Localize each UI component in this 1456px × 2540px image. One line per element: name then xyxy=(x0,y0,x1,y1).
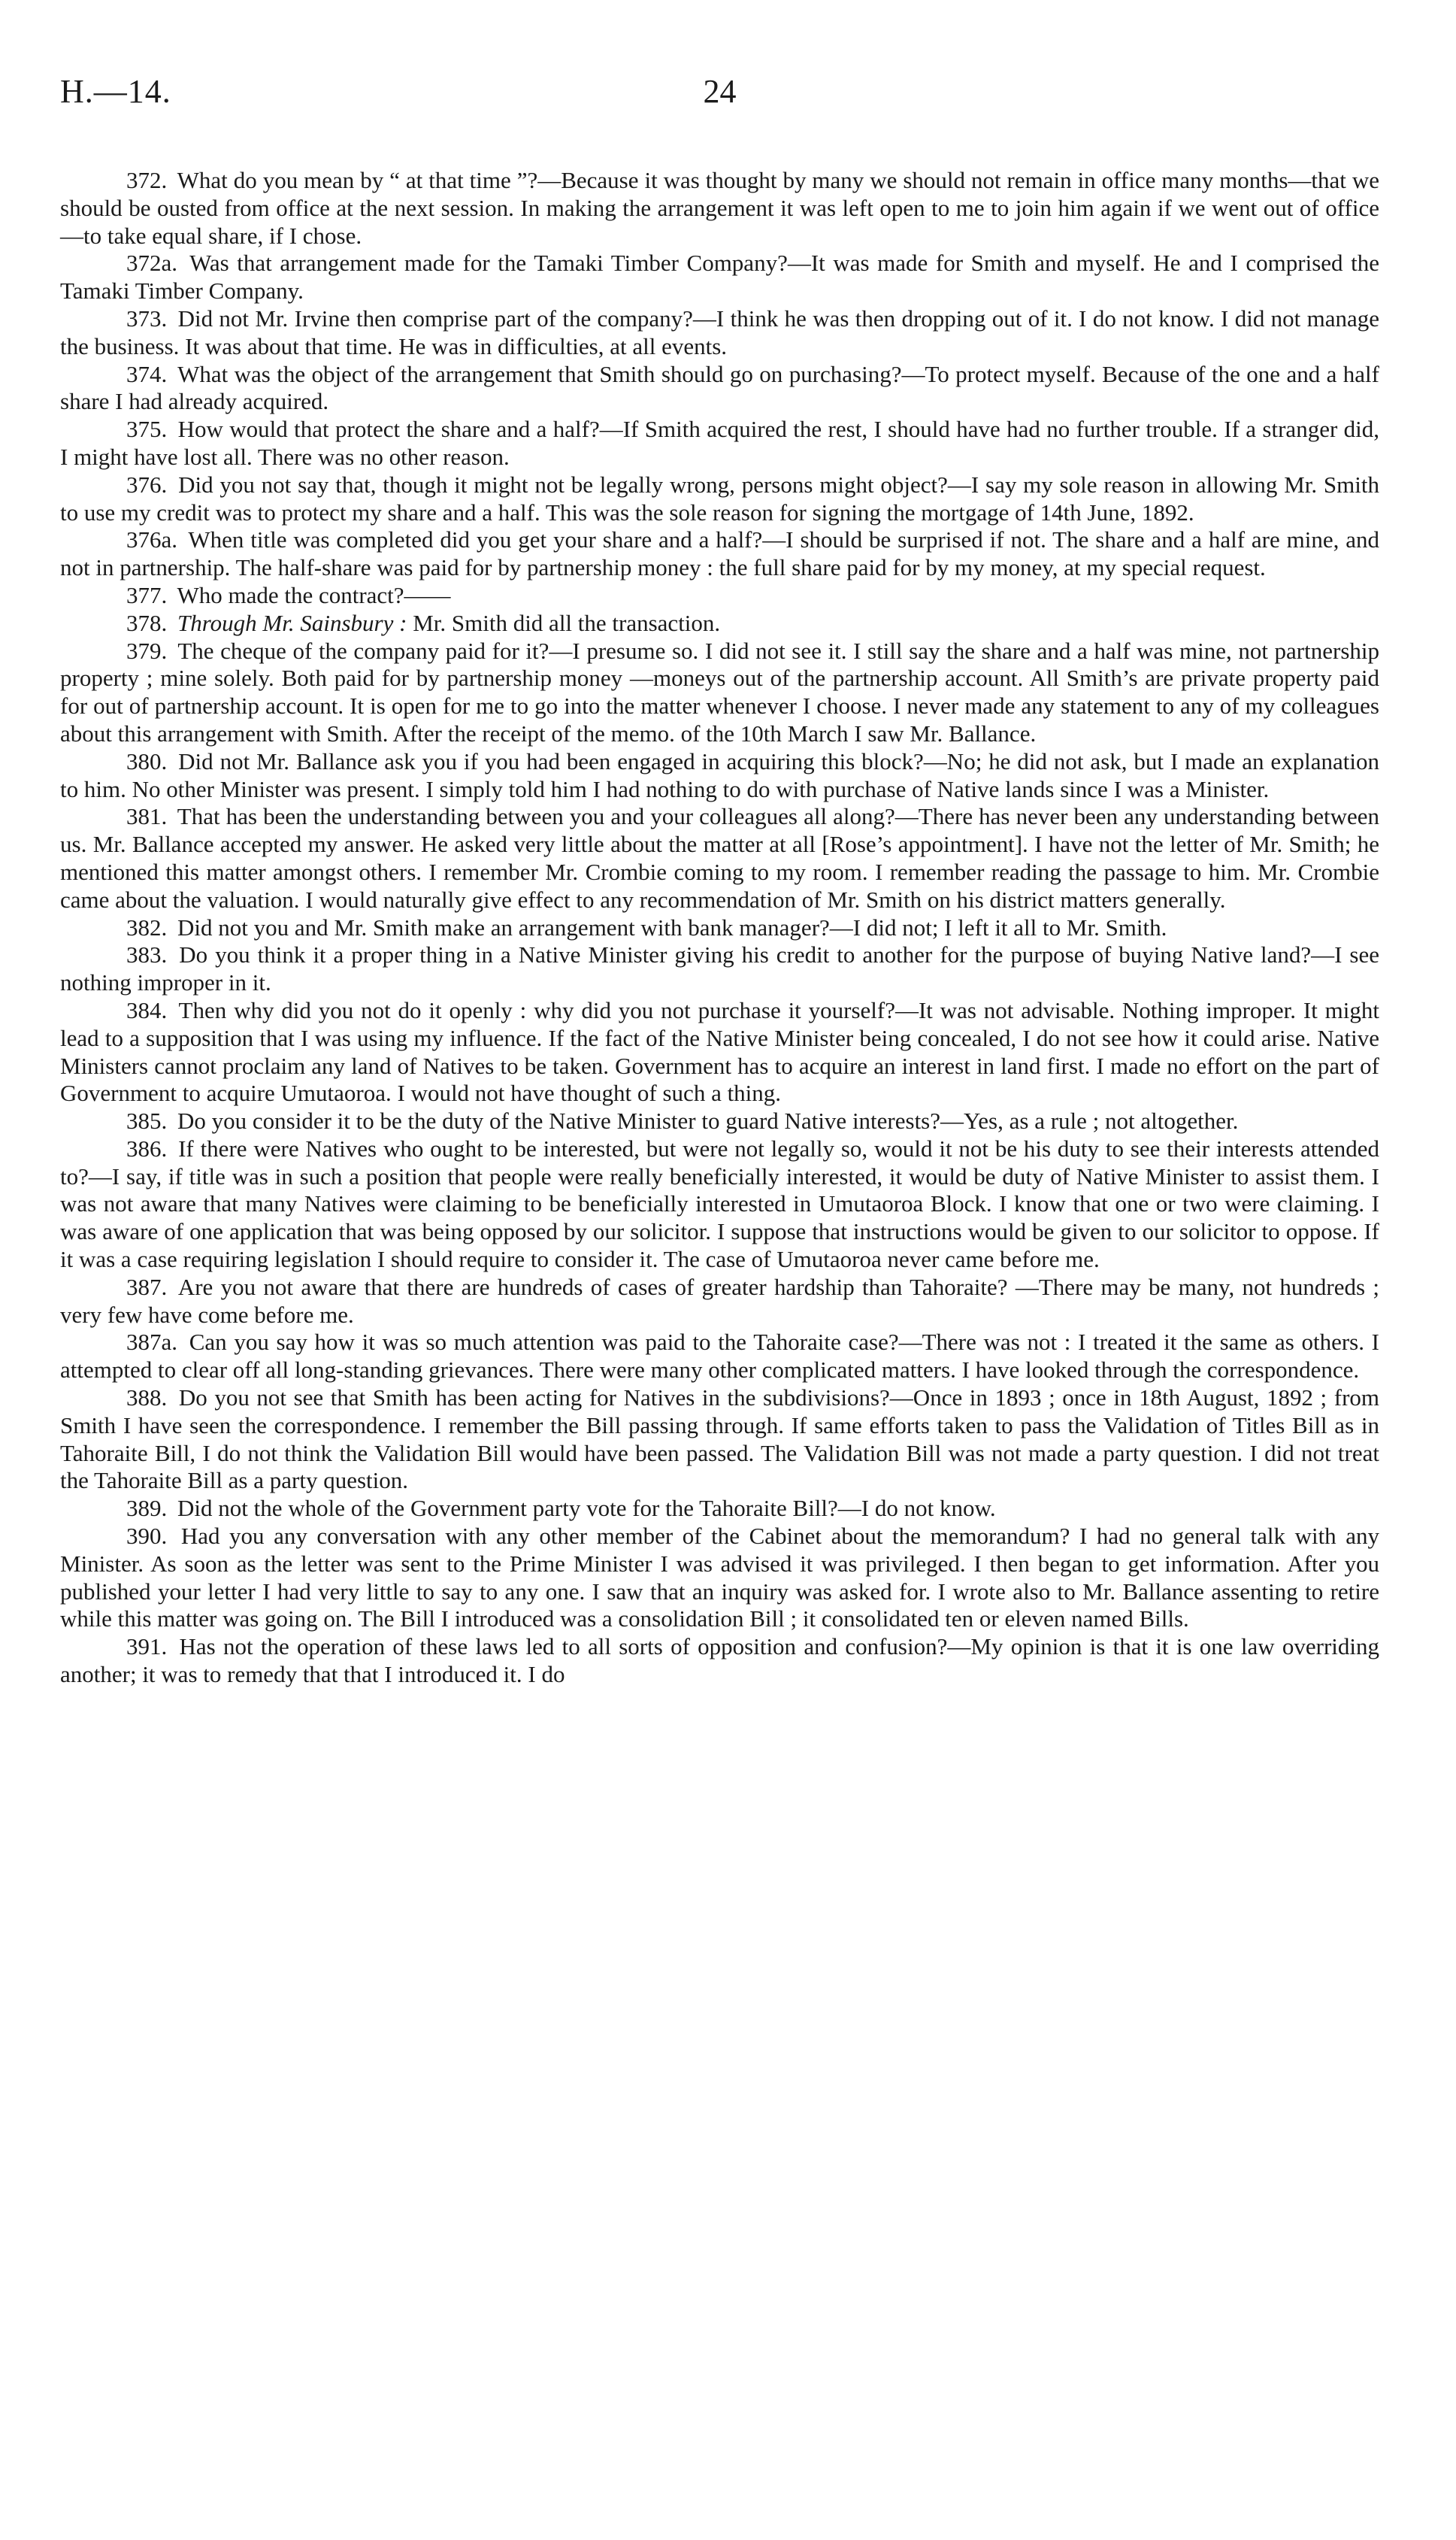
question-paragraph xyxy=(60,914,1379,942)
paragraph-text: Are you not aware that there are hundreds of cases of greater hardship than Tahoraite? —There may be many, not hundreds ; very few have come before me. xyxy=(60,1273,1379,1328)
paragraph-text: Did not Mr. Ballance ask you if you had been engaged in acquiring this block?—No; he did not ask, but I made an explanation to him. No other Minister was present. I simply told him I had nothing to do with purchase of Native lands since I was a Minister. xyxy=(60,747,1380,802)
question-number: 379. xyxy=(126,637,168,664)
question-paragraph xyxy=(60,471,1379,527)
paragraph-text: Had you any conversation with any other member of the Cabinet about the memorandum? I had no general talk with any Minister. As soon as the letter was sent to the Prime Minister I was advised it was privileged. I then began to get information. After you published your letter I had very little to say to any one. I saw that an inquiry was asked for. I wrote also to Mr. Ballance assenting to retire while this matter was going on. The Bill I introduced was a consolidation Bill ; it consolidated ten or eleven named Bills. xyxy=(60,1523,1380,1632)
paragraph-text: Do you not see that Smith has been acting for Natives in the subdivisions?—Once in 1893 ; once in 18th August, 1892 ; from Smith I have seen the correspondence. I remember the Bill passing through. If same efforts taken to pass the Validation of Titles Bill as in Tahoraite Bill, I do not think the Validation Bill would have been passed. The Validation Bill was not made a party question. I did not treat the Tahoraite Bill as a party question. xyxy=(60,1384,1380,1494)
paragraph-text: Did not the whole of the Government party vote for the Tahoraite Bill?—I do not know. xyxy=(177,1495,996,1522)
question-paragraph xyxy=(60,250,1379,305)
question-paragraph xyxy=(60,361,1379,417)
question-paragraph xyxy=(60,997,1379,1108)
question-paragraph xyxy=(60,1633,1379,1689)
paragraph-text: What do you mean by “ at that time ”?—Because it was thought by many we should not remain in office many months—that we should be ousted from office at the next session. In making the arrangement it was left open to me to join him again if we went out of office—to take equal share, if I chose. xyxy=(60,167,1379,249)
paragraph-text: When title was completed did you get your share and a half?—I should be surprised if not. The share and a half are mine, and not in partnership. The half-share was paid for by partnership money : the full share paid for by my money, at my special request. xyxy=(60,526,1379,581)
italic-attribution: Through Mr. Sainsbury : xyxy=(177,609,407,636)
question-paragraph xyxy=(60,305,1379,361)
question-number: 373. xyxy=(126,305,168,332)
question-number: 382. xyxy=(126,914,168,941)
paragraph-text: Did you not say that, though it might not be legally wrong, persons might object?—I say my sole reason in allowing Mr. Smith to use my credit was to protect my share and a half. This was the sole reason for signing the mortgage of 14th June, 1892. xyxy=(60,471,1380,526)
question-number: 387a. xyxy=(126,1329,178,1356)
question-number: 375. xyxy=(126,416,168,443)
question-paragraph xyxy=(60,1108,1379,1135)
paragraph-text: Was that arrangement made for the Tamaki Timber Company?—It was made for Smith and myself. He and I comprised the Tamaki Timber Company. xyxy=(60,250,1379,305)
paragraph-text: Has not the operation of these laws led to all sorts of opposition and confusion?—My opinion is that it is one law overriding another; it was to remedy that that I introduced it. I do xyxy=(60,1633,1379,1688)
question-paragraph xyxy=(60,416,1379,471)
paragraph-text: Can you say how it was so much attention was paid to the Tahoraite case?—There was not : I treated it the same as others. I attempted to clear off all long-standing grievances. There were many other complicated matters. I have looked through the correspondence. xyxy=(60,1329,1380,1384)
page-number: 24 xyxy=(703,73,737,110)
question-number: 383. xyxy=(126,941,168,968)
paragraph-text: Did not Mr. Irvine then comprise part of the company?—I think he was then dropping out of it. I do not know. I did not manage the business. It was about that time. He was in difficulties, at all events. xyxy=(60,305,1379,359)
paragraph-text: Do you think it a proper thing in a Native Minister giving his credit to another for the purpose of buying Native land?—I see nothing improper in it. xyxy=(60,941,1380,996)
question-paragraph xyxy=(60,748,1379,804)
document-page xyxy=(60,72,1379,1689)
question-number: 391. xyxy=(126,1633,168,1660)
testimony-body xyxy=(60,167,1379,1689)
question-paragraph xyxy=(60,167,1379,250)
question-paragraph xyxy=(60,1384,1379,1495)
question-number: 381. xyxy=(126,803,168,830)
question-number: 385. xyxy=(126,1108,168,1135)
question-paragraph xyxy=(60,1329,1379,1384)
question-paragraph xyxy=(60,941,1379,997)
paragraph-text: The cheque of the company paid for it?—I presume so. I did not see it. I still say the share and a half was mine, not partnership property ; mine solely. Both paid for by partnership money —moneys out of the partnership account. All Smith’s are private property paid for out of partnership account. It is open for me to go into the matter whenever I choose. I never made any statement to any of my colleagues about this arrangement with Smith. After the receipt of the memo. of the 10th March I saw Mr. Ballance. xyxy=(60,637,1379,747)
question-number: 376. xyxy=(126,471,168,498)
question-number: 390. xyxy=(126,1523,168,1550)
paragraph-text: What was the object of the arrangement that Smith should go on purchasing?—To protect myself. Because of the one and a half share I had already acquired. xyxy=(60,360,1379,415)
question-number: 372a. xyxy=(126,250,178,277)
question-number: 378. xyxy=(126,609,168,636)
question-paragraph xyxy=(60,803,1379,914)
question-number: 388. xyxy=(126,1384,168,1411)
question-paragraph xyxy=(60,1495,1379,1523)
paragraph-text: Do you consider it to be the duty of the Native Minister to guard Native interests?—Yes, as a rule ; not altogether. xyxy=(177,1108,1239,1135)
question-number: 380. xyxy=(126,747,168,774)
question-number: 386. xyxy=(126,1135,168,1162)
question-number: 389. xyxy=(126,1495,168,1522)
paragraph-text: That has been the understanding between you and your colleagues all along?—There has never been any understanding between us. Mr. Ballance accepted my answer. He asked very little about the matter at all [Rose’s appointment]. I have not the letter of Mr. Smith; he mentioned this matter amongst others. I remember Mr. Crombie coming to my room. I remember reading the passage to him. Mr. Crombie came about the valuation. I would naturally give effect to any recommendation of Mr. Smith on his district matters generally. xyxy=(60,803,1379,913)
question-number: 376a. xyxy=(126,526,178,553)
paragraph-text: How would that protect the share and a half?—If Smith acquired the rest, I should have had no further trouble. If a stranger did, I might have lost all. There was no other reason. xyxy=(60,416,1380,470)
question-number: 372. xyxy=(126,167,168,193)
document-reference: H.—14. xyxy=(60,73,171,110)
paragraph-text: Then why did you not do it openly : why did you not purchase it yourself?—It was not advisable. Nothing improper. It might lead to a supposition that I was using my influence. If the fact of the Native Minister being concealed, I do not see how it could arise. Native Ministers cannot proclaim any land of Natives to be taken. Government has to acquire an interest in land first. I made no effort on the part of Government to acquire Umutaoroa. I would not have thought of such a thing. xyxy=(60,996,1379,1107)
paragraph-text: If there were Natives who ought to be interested, but were not legally so, would it not be his duty to see their interests attended to?—I say, if title was in such a position that people were really beneficially interested, it would be duty of Native Minister to assist them. I was not aware that many Natives were claiming to be beneficially interested in Umutaoroa Block. I know that one or two were claiming. I was aware of one application that was being opposed by our solicitor. I suppose that instructions would be given to our solicitor to oppose. If it was a case requiring legislation I should require to consider it. The case of Umutaoroa never came before me. xyxy=(60,1135,1380,1273)
paragraph-text: Who made the contract?—— xyxy=(177,581,451,608)
question-paragraph xyxy=(60,1274,1379,1329)
page-header xyxy=(60,72,1379,117)
question-paragraph xyxy=(60,610,1379,638)
question-number: 384. xyxy=(126,996,168,1023)
paragraph-text: Did not you and Mr. Smith make an arrangement with bank manager?—I did not; I left it all to Mr. Smith. xyxy=(177,914,1167,941)
question-paragraph xyxy=(60,1523,1379,1633)
question-number: 377. xyxy=(126,581,168,608)
question-number: 387. xyxy=(126,1273,168,1300)
question-paragraph xyxy=(60,638,1379,748)
question-number: 374. xyxy=(126,360,168,387)
question-paragraph xyxy=(60,1135,1379,1274)
paragraph-text: Mr. Smith did all the transaction. xyxy=(413,609,721,636)
question-paragraph xyxy=(60,582,1379,610)
question-paragraph xyxy=(60,526,1379,582)
